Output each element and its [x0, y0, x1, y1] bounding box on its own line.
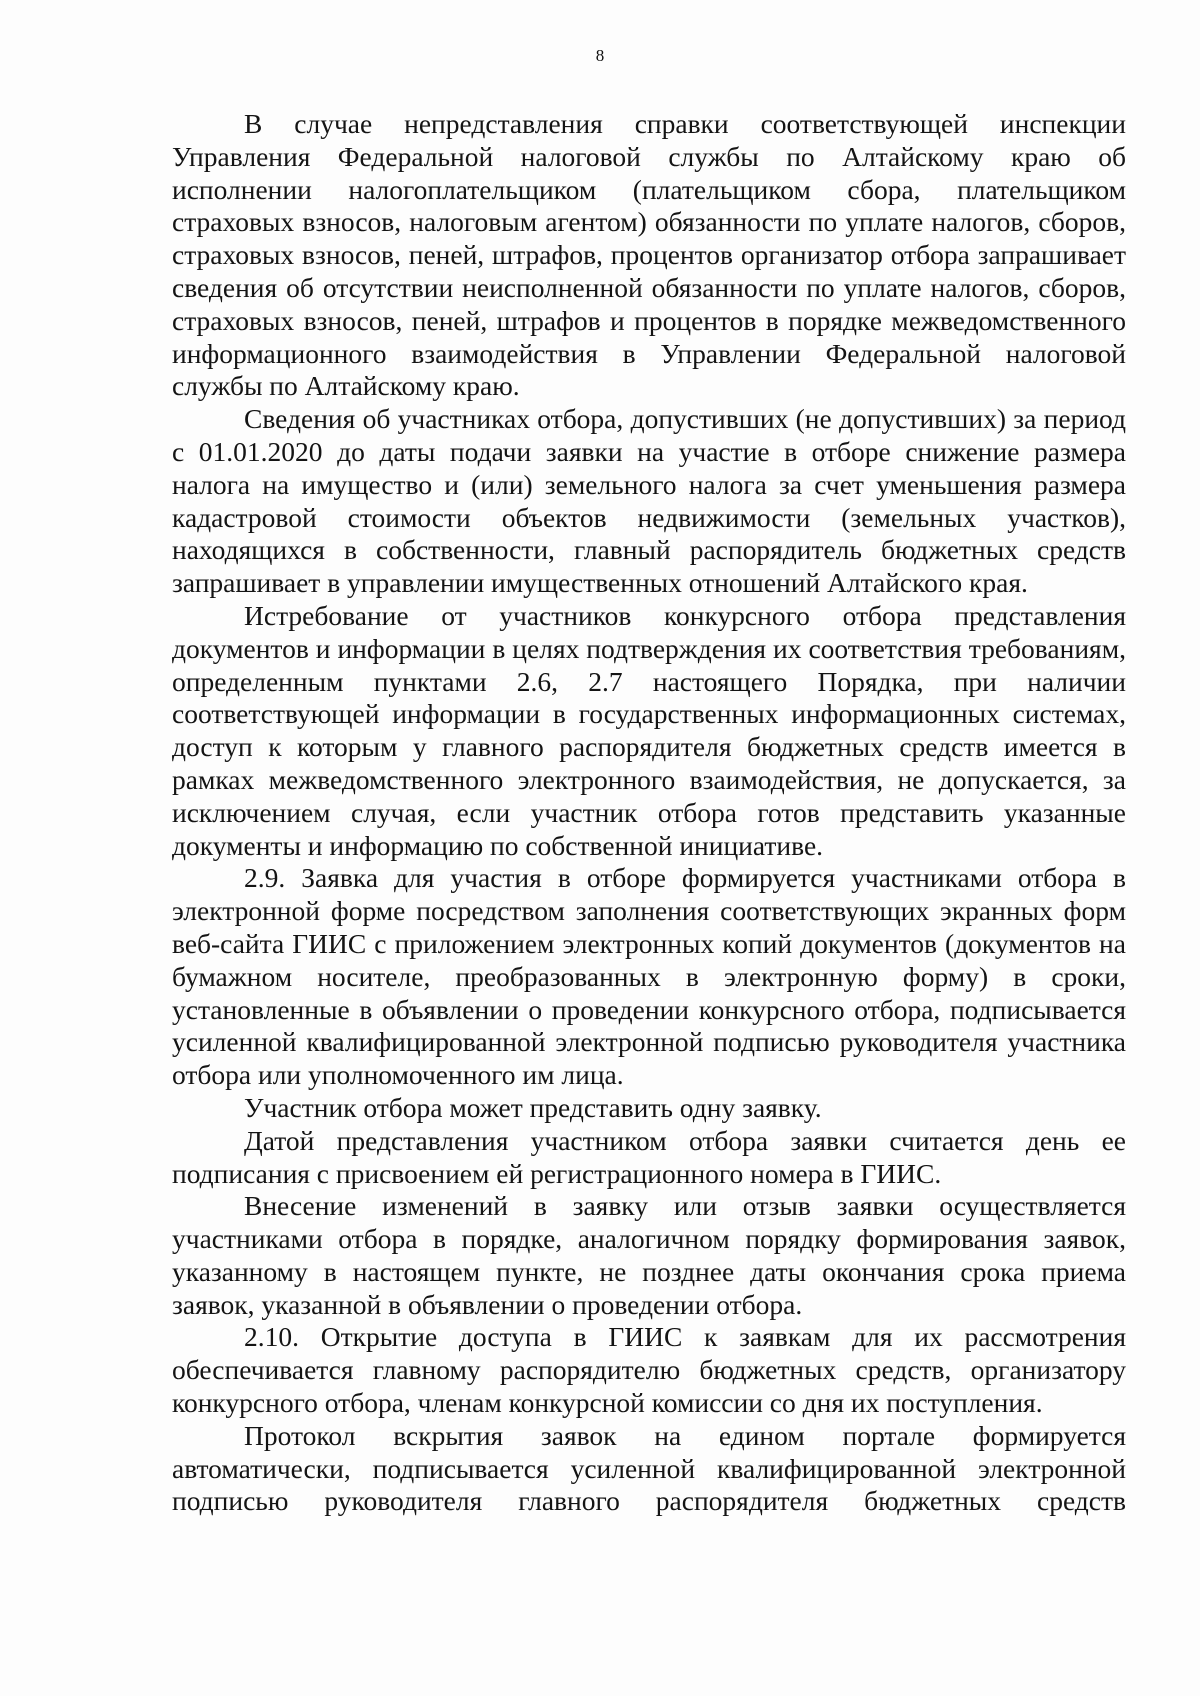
paragraph-participant-info: Сведения об участниках отбора, допустивших (не допустивших) за период с 01.01.2020 до даты подачи заявки на участие в отборе снижение размера налога на имущество и (или) земельного налога за счет уменьшения размера кадастровой стоимости объектов недвижимости (земельных участков), находящихся в собственности, главный распорядитель бюджетных средств запрашивает в управлении имущественных отношений Алтайского края. — [172, 403, 1126, 599]
paragraph-2-9-application: 2.9. Заявка для участия в отборе формируется участниками отбора в электронной форме посредством заполнения соответствующих экранных форм веб-сайта ГИИС с приложением электронных копий документов (документов на бумажном носителе, преобразованных в электронную форму) в сроки, установленные в объявлении о проведении конкурсного отбора, подписывается усиленной квалифицированной электронной подписью руководителя участника отбора или уполномоченного им лица. — [172, 862, 1126, 1091]
paragraph-2-10-access: 2.10. Открытие доступа в ГИИС к заявкам для их рассмотрения обеспечивается главному распорядителю бюджетных средств, организатору конкурсного отбора, членам конкурсной комиссии со дня их поступления. — [172, 1321, 1126, 1419]
paragraph-one-application: Участник отбора может представить одну заявку. — [244, 1091, 822, 1123]
page-number: 8 — [595, 46, 605, 65]
paragraph-changes: Внесение изменений в заявку или отзыв заявки осуществляется участниками отбора в порядке, аналогичном порядку формирования заявок, указанному в настоящем пункте, не позднее даты окончания срока приема заявок, указанной в объявлении о проведении отбора. — [172, 1190, 1126, 1320]
paragraph-tax-certificate: В случае непредставления справки соответствующей инспекции Управления Федеральной налоговой службы по Алтайскому краю об исполнении налогоплательщиком (плательщиком сбора, плательщиком страховых взносов, налоговым агентом) обязанности по уплате налогов, сборов, страховых взносов, пеней, штрафов, процентов организатор отбора запрашивает сведения об отсутствии неисполненной обязанности по уплате налогов, сборов, страховых взносов, пеней, штрафов и процентов в порядке межведомственного информационного взаимодействия в Управлении Федеральной налоговой службы по Алтайскому краю. — [172, 108, 1126, 402]
paragraph-protocol: Протокол вскрытия заявок на едином портале формируется автоматически, подписывается усиленной квалифицированной электронной подписью руководителя главного распорядителя бюджетных средств — [172, 1419, 1126, 1517]
paragraph-document-request: Истребование от участников конкурсного отбора представления документов и информации в целях подтверждения их соответствия требованиям, определенным пунктами 2.6, 2.7 настоящего Порядка, при наличии соответствующей информации в государственных информационных системах, доступ к которым у главного распорядителя бюджетных средств имеется в рамках межведомственного электронного взаимодействия, не допускается, за исключением случая, если участник отбора готов представить указанные документы и информацию по собственной инициативе. — [172, 599, 1126, 861]
document-body — [172, 108, 1126, 1518]
paragraph-submission-date: Датой представления участником отбора заявки считается день ее подписания с присвоением ей регистрационного номера в ГИИС. — [172, 1124, 1126, 1189]
